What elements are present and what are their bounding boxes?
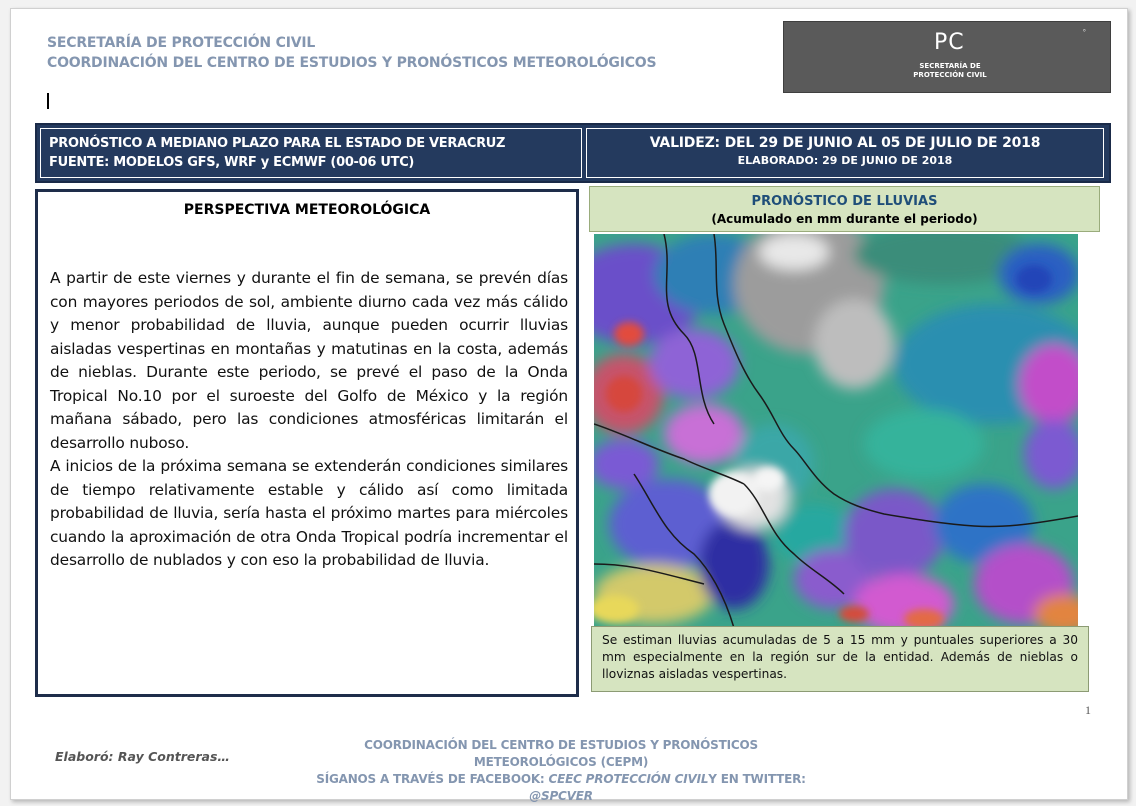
forecast-source: FUENTE: MODELOS GFS, WRF y ECMWF (00-06 UTC)	[49, 155, 415, 170]
page-number: 1	[1085, 703, 1091, 717]
rain-forecast-note: Se estiman lluvias acumuladas de 5 a 15 mm y puntuales superiores a 30 mm especialmente en la región sur de la entidad. Además de nieblas o lloviznas aisladas vespertinas.	[591, 626, 1089, 692]
author-credit: Elaboró: Ray Contreras…	[55, 749, 230, 764]
validity-period: VALIDEZ: DEL 29 DE JUNIO AL 05 DE JULIO DE 2018	[649, 135, 1041, 151]
facebook-link[interactable]: CEEC PROTECCIÓN CIVIL	[548, 772, 709, 786]
footer-facebook-label: SÍGANOS A TRAVÉS DE FACEBOOK:	[316, 772, 549, 786]
rain-forecast-subtitle: (Acumulado en mm durante el periodo)	[711, 212, 978, 226]
forecast-banner	[35, 123, 1111, 183]
banner-left	[40, 128, 582, 178]
made-date: ELABORADO: 29 DE JUNIO DE 2018	[737, 154, 953, 167]
rainfall-map-image	[594, 234, 1078, 628]
footer-line-1: COORDINACIÓN DEL CENTRO DE ESTUDIOS Y PRONÓSTICOS METEOROLÓGICOS (CEPM)	[364, 738, 758, 769]
footer	[301, 737, 821, 805]
logo-caption: SECRETARÍA DE PROTECCIÓN CIVIL	[913, 62, 987, 79]
text-cursor	[47, 93, 49, 109]
rain-forecast-header	[589, 186, 1100, 232]
perspective-paragraph-1: A partir de este viernes y durante el fin de semana, se prevén días con mayores periodos de sol, ambiente diurno cada vez más cálido y menor probabilidad de lluvia, aunque pueden ocurrir lluvias aisladas vespertinas en montañas y matutinas en la costa, además de nieblas. Durante este periodo, se prevé el paso de la Onda Tropical No.10 por el suroeste del Golfo de México y la región mañana sábado, pero las condiciones atmosféricas limitarán el desarrollo nuboso.	[50, 269, 568, 452]
logo-dot: °	[1082, 28, 1086, 37]
perspective-panel	[35, 189, 579, 697]
footer-line-2	[301, 771, 821, 805]
twitter-link[interactable]: @SPCVER	[529, 789, 593, 803]
org-department: COORDINACIÓN DEL CENTRO DE ESTUDIOS Y PRONÓSTICOS METEOROLÓGICOS	[47, 55, 657, 71]
perspective-title: PERSPECTIVA METEOROLÓGICA	[183, 202, 431, 218]
forecast-title: PRONÓSTICO A MEDIANO PLAZO PARA EL ESTADO DE VERACRUZ	[49, 136, 506, 151]
organization-header	[47, 33, 656, 73]
rainfall-map	[594, 234, 1078, 628]
pc-logo	[783, 21, 1111, 93]
perspective-text	[50, 267, 568, 573]
rain-forecast-title: PRONÓSTICO DE LLUVIAS	[751, 194, 938, 209]
document-page	[10, 8, 1128, 803]
footer-twitter-label: Y EN TWITTER:	[708, 772, 806, 786]
logo-mark: PC	[934, 30, 965, 55]
banner-right	[586, 128, 1104, 178]
perspective-paragraph-2: A inicios de la próxima semana se extenderán condiciones similares de tiempo relativamente estable y cálido así como limitada probabilidad de lluvia, sería hasta el próximo martes para miércoles cuando la aproximación de otra Onda Tropical podría incrementar el desarrollo de nublados y con eso la probabilidad de lluvia.	[50, 457, 568, 569]
org-name: SECRETARÍA DE PROTECCIÓN CIVIL	[47, 35, 316, 51]
